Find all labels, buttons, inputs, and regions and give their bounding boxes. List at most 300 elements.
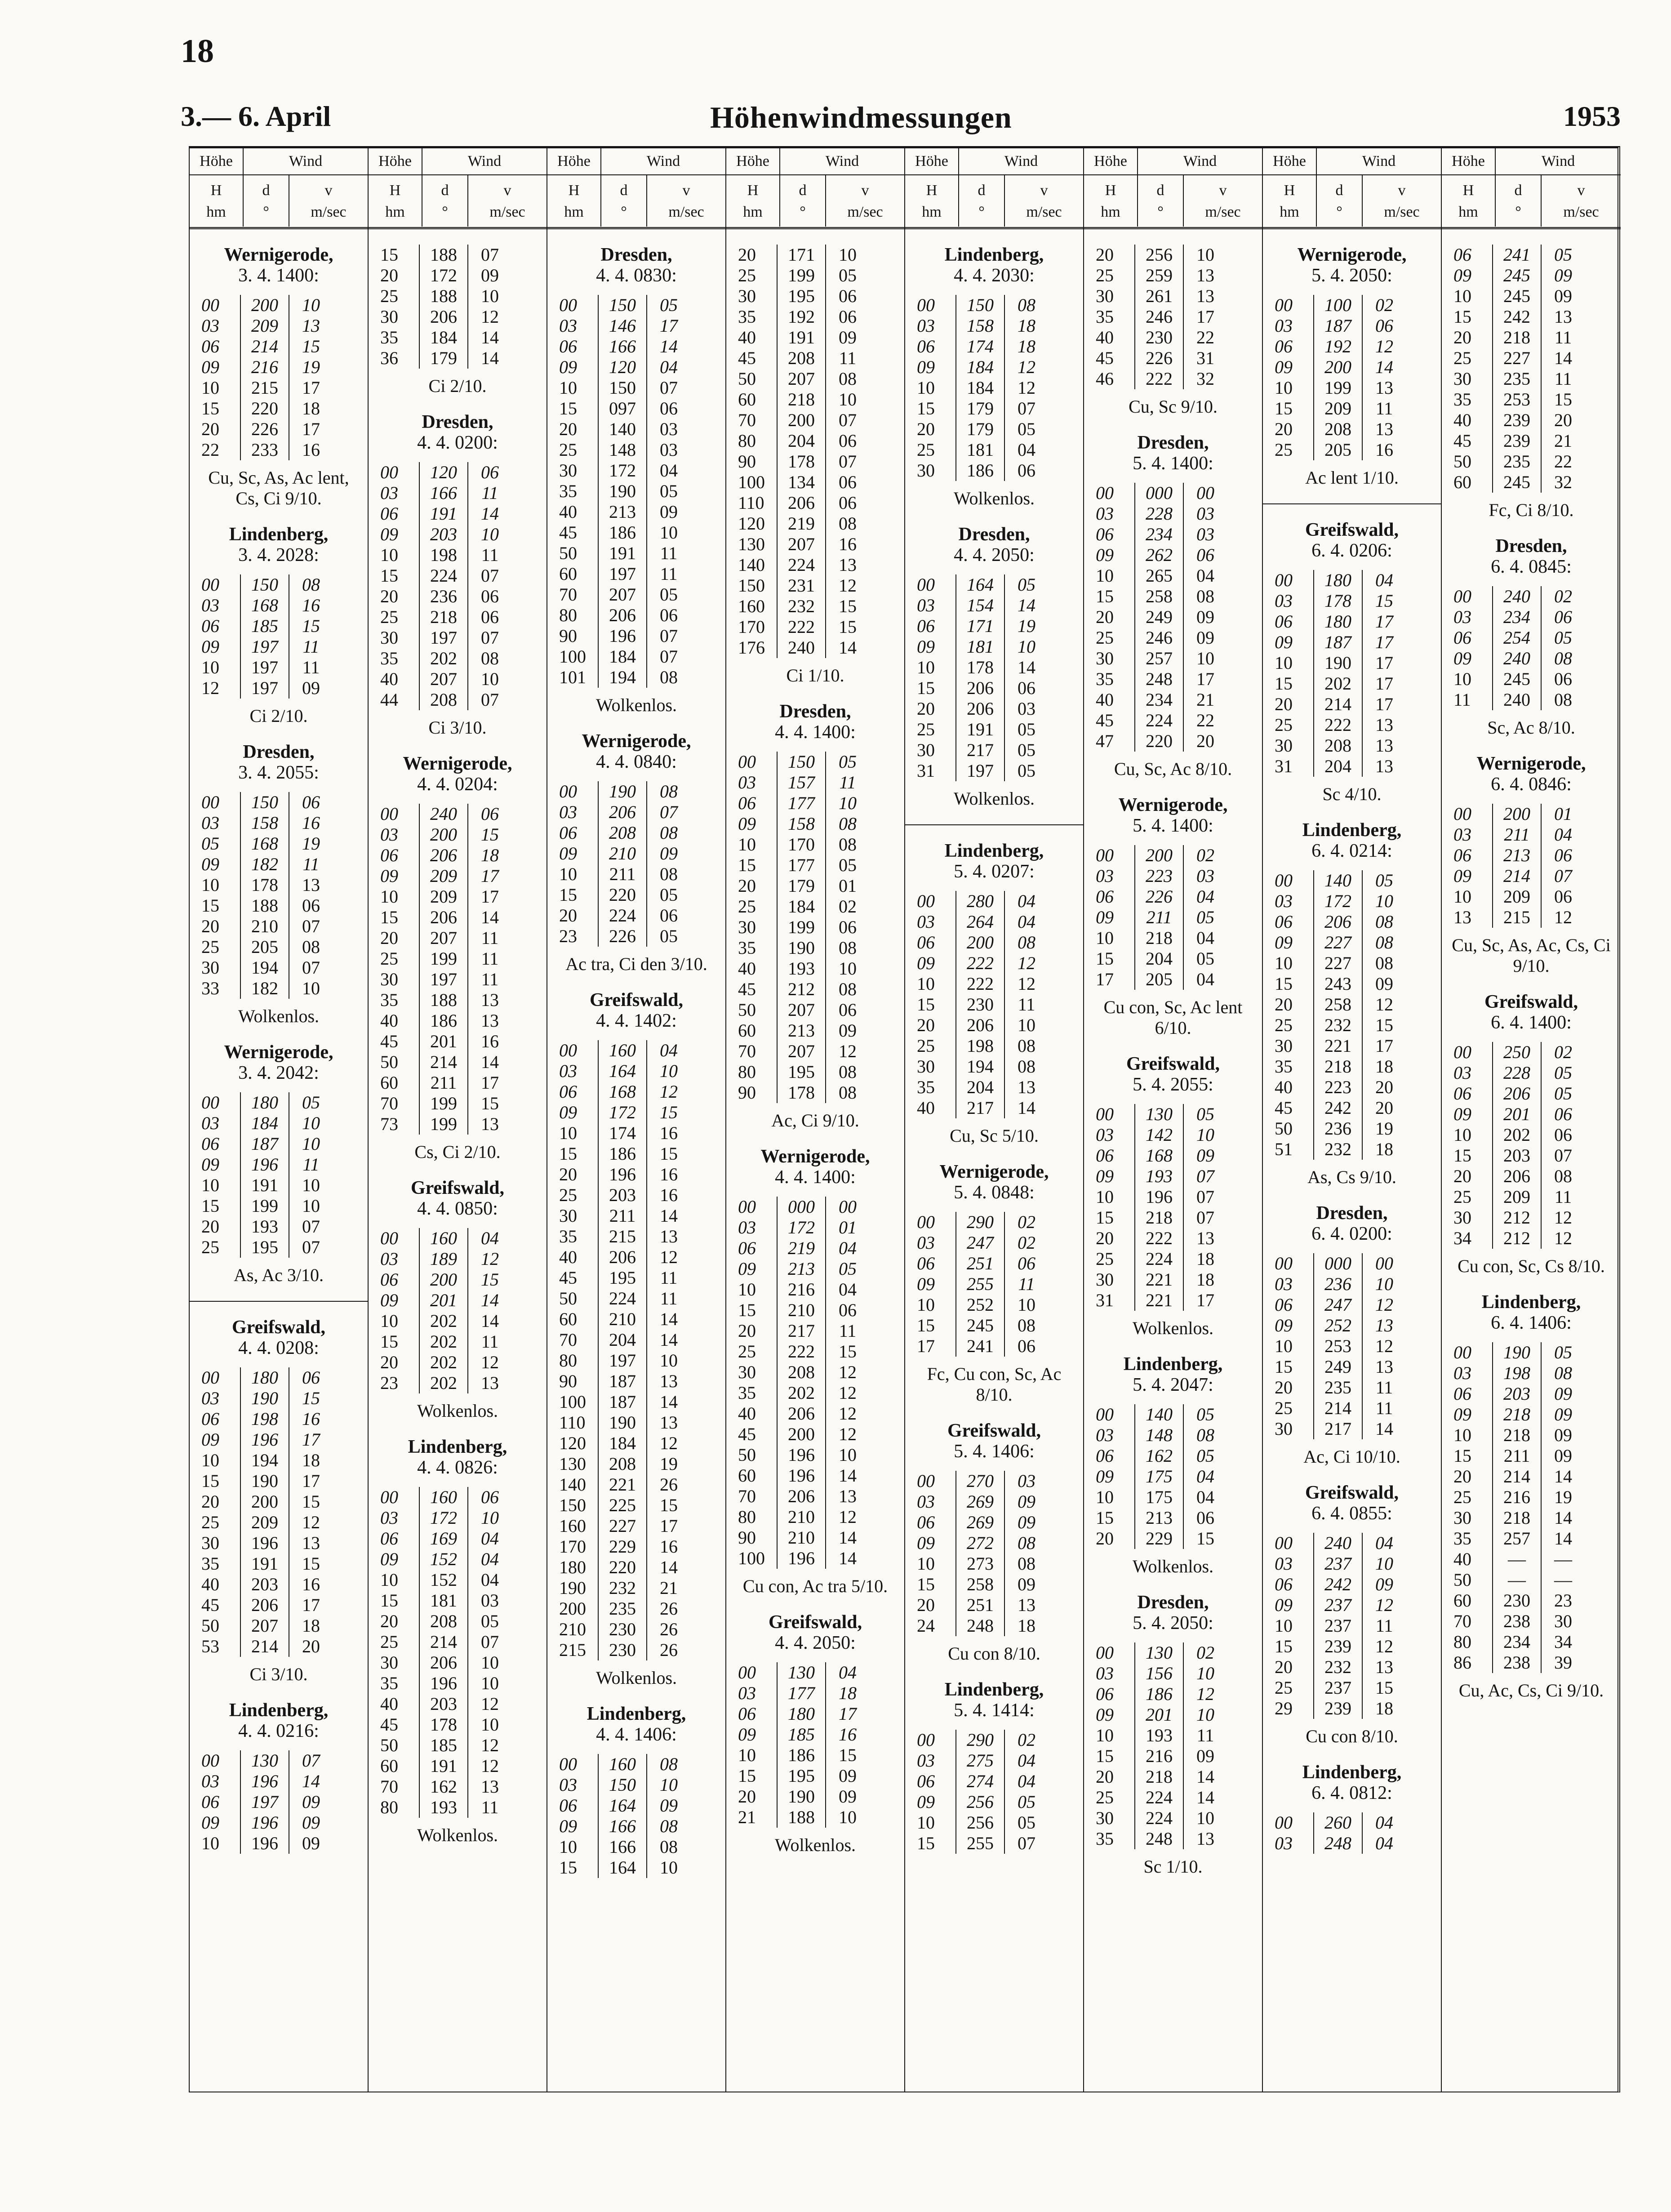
speed-cell: 10 — [660, 522, 678, 543]
table-row — [1453, 472, 1585, 493]
height-cell: 15 — [1453, 1145, 1471, 1166]
direction-cell: 232 — [1314, 1015, 1362, 1036]
header-wind: Wind — [825, 153, 859, 169]
table-row — [917, 440, 1048, 460]
height-cell: 03 — [201, 1388, 219, 1408]
table-row — [1275, 694, 1406, 715]
height-cell: 110 — [559, 1412, 586, 1433]
table-row — [738, 1507, 869, 1527]
observation-time: 6. 4. 1406: — [1491, 1313, 1572, 1333]
height-cell: 60 — [1453, 1590, 1471, 1611]
height-cell: 10 — [380, 1570, 398, 1590]
column-body — [1442, 229, 1621, 1701]
direction-cell: 166 — [598, 336, 647, 357]
table-row — [559, 885, 690, 905]
direction-cell: 200 — [1135, 845, 1183, 866]
height-cell: 60 — [380, 1073, 398, 1093]
table-row — [1275, 1678, 1406, 1698]
speed-cell: 08 — [1018, 932, 1035, 952]
table-row — [559, 1350, 690, 1371]
height-cell: 60 — [738, 1465, 756, 1486]
table-row — [559, 543, 690, 564]
table-row — [1096, 1269, 1227, 1290]
height-cell: 40 — [380, 669, 398, 689]
data-table — [559, 1040, 690, 1660]
speed-cell: 18 — [481, 845, 499, 865]
table-row — [1096, 1829, 1227, 1849]
height-cell: 03 — [1096, 1125, 1114, 1145]
table-row — [1275, 1398, 1406, 1419]
table-row — [1096, 607, 1227, 628]
direction-cell: 120 — [419, 462, 468, 483]
height-cell: 00 — [1275, 870, 1293, 890]
observation-time: 6. 4. 1400: — [1491, 1012, 1572, 1033]
speed-cell: 08 — [302, 574, 320, 595]
column-header — [905, 148, 1083, 229]
speed-cell: 06 — [481, 1487, 499, 1507]
table-row — [559, 1268, 690, 1288]
speed-cell: 09 — [1554, 286, 1572, 306]
speed-cell: 14 — [660, 1309, 678, 1329]
speed-cell: 11 — [1375, 1398, 1393, 1418]
table-row — [380, 948, 511, 969]
speed-cell: 02 — [1554, 586, 1572, 606]
height-cell: 09 — [559, 357, 577, 377]
direction-cell: 261 — [1135, 286, 1183, 307]
station-name: Lindenberg, — [1302, 820, 1402, 841]
table-row — [1453, 866, 1585, 886]
header-h-unit: hm — [1101, 204, 1120, 220]
observation-time: 5. 4. 1400: — [1133, 815, 1213, 836]
direction-cell: 211 — [598, 864, 647, 885]
table-row — [1275, 1595, 1406, 1616]
table-row — [380, 607, 511, 628]
direction-cell: 191 — [240, 1175, 289, 1196]
table-row — [201, 636, 333, 657]
height-cell: 73 — [380, 1114, 398, 1134]
table-row — [559, 1392, 690, 1412]
measurement-block — [1263, 245, 1441, 488]
header-wind: Wind — [1541, 153, 1575, 169]
direction-cell: 214 — [419, 1052, 468, 1073]
height-cell: 10 — [201, 657, 219, 677]
height-cell: 06 — [380, 1269, 398, 1290]
direction-cell: 240 — [777, 637, 826, 658]
height-cell: 90 — [738, 451, 756, 472]
station-name: Wernigerode, — [224, 1042, 333, 1063]
speed-cell: 05 — [1018, 719, 1035, 739]
header-d — [422, 175, 468, 227]
table-row — [201, 792, 333, 813]
speed-cell: — — [1554, 1549, 1572, 1569]
speed-cell: 10 — [839, 793, 857, 813]
speed-cell: 13 — [481, 1776, 499, 1797]
height-cell: 06 — [559, 1795, 577, 1816]
speed-cell: 16 — [302, 595, 320, 615]
table-row — [1453, 1042, 1585, 1063]
direction-cell: 195 — [777, 286, 826, 307]
height-cell: 10 — [201, 1175, 219, 1195]
table-row — [201, 1409, 333, 1429]
speed-cell: 06 — [839, 431, 857, 451]
height-cell: 20 — [917, 1015, 935, 1035]
height-cell: 30 — [917, 460, 935, 481]
table-row — [917, 1077, 1048, 1098]
height-cell: 03 — [1096, 866, 1114, 886]
table-row — [1275, 1616, 1406, 1636]
speed-cell: 14 — [481, 348, 499, 368]
station-name: Greifswald, — [231, 1317, 326, 1338]
height-cell: 10 — [559, 864, 577, 884]
table-row — [559, 646, 690, 667]
measurement-block — [1084, 1592, 1262, 1877]
height-cell: 03 — [201, 1113, 219, 1133]
direction-cell: 140 — [598, 419, 647, 440]
speed-cell: 14 — [1375, 357, 1393, 377]
height-cell: 00 — [380, 804, 398, 824]
speed-cell: 09 — [1196, 607, 1214, 627]
direction-cell: 190 — [598, 1412, 647, 1433]
table-row — [917, 1491, 1048, 1512]
height-cell: 35 — [380, 1673, 398, 1693]
table-row — [559, 905, 690, 926]
table-row — [380, 1290, 511, 1311]
speed-cell: 05 — [1018, 740, 1035, 760]
speed-cell: 14 — [1554, 1466, 1572, 1487]
direction-cell: 171 — [956, 616, 1004, 636]
speed-cell: 16 — [302, 1574, 320, 1594]
direction-cell: 269 — [956, 1512, 1004, 1533]
data-table — [1275, 1253, 1406, 1439]
table-row — [917, 636, 1048, 657]
direction-cell: 250 — [1493, 1042, 1541, 1063]
table-row — [1096, 1528, 1227, 1549]
speed-cell: 06 — [302, 1367, 320, 1388]
direction-cell: 187 — [1314, 632, 1362, 653]
speed-cell: 09 — [302, 1812, 320, 1833]
height-cell: 30 — [1453, 369, 1471, 389]
height-cell: 09 — [917, 1533, 935, 1553]
height-cell: 15 — [1096, 586, 1114, 606]
height-cell: 06 — [559, 823, 577, 843]
table-row — [738, 369, 869, 389]
direction-cell: 175 — [1135, 1466, 1183, 1487]
speed-cell: 16 — [1375, 440, 1393, 460]
header-hoehe: Höhe — [1084, 148, 1138, 174]
height-cell: 40 — [201, 1574, 219, 1594]
direction-cell: 202 — [419, 648, 468, 669]
header-d-label: d — [1514, 182, 1522, 199]
direction-cell: 229 — [1135, 1528, 1183, 1549]
direction-cell: 195 — [240, 1237, 289, 1258]
observation-time: 6. 4. 0812: — [1311, 1783, 1392, 1803]
height-cell: 50 — [559, 1288, 577, 1309]
speed-cell: 22 — [1196, 327, 1214, 347]
table-row — [738, 534, 869, 555]
height-cell: 06 — [1453, 245, 1471, 265]
cloud-note: Cs, Ci 2/10. — [414, 1142, 501, 1162]
direction-cell: 192 — [777, 307, 826, 327]
data-table — [1453, 1042, 1585, 1249]
height-cell: 10 — [1275, 1616, 1293, 1636]
direction-cell: 207 — [777, 1041, 826, 1062]
table-row — [1453, 1228, 1585, 1249]
speed-cell: 11 — [1375, 398, 1393, 418]
speed-cell: 12 — [1018, 974, 1035, 994]
table-row — [1275, 1098, 1406, 1118]
measurement-block — [905, 1162, 1083, 1405]
direction-cell: 166 — [419, 483, 468, 503]
height-cell: 03 — [559, 802, 577, 822]
table-row — [738, 1300, 869, 1321]
height-cell: 60 — [738, 389, 756, 409]
speed-cell: 18 — [1018, 316, 1035, 336]
direction-cell: 213 — [777, 1259, 826, 1279]
table-row — [380, 1073, 511, 1093]
direction-cell: 148 — [1135, 1425, 1183, 1446]
table-row — [1096, 1404, 1227, 1425]
height-cell: 30 — [201, 957, 219, 978]
table-row — [917, 1056, 1048, 1077]
direction-cell: 199 — [777, 917, 826, 938]
height-cell: 09 — [1096, 907, 1114, 927]
height-cell: 06 — [917, 616, 935, 636]
speed-cell: 11 — [302, 1154, 320, 1175]
table-row — [559, 1185, 690, 1206]
speed-cell: 18 — [1375, 1139, 1393, 1159]
height-cell: 00 — [917, 1730, 935, 1750]
direction-cell: 258 — [956, 1574, 1004, 1595]
table-row — [917, 1833, 1048, 1854]
direction-cell: 150 — [240, 574, 289, 595]
speed-cell: 11 — [660, 543, 678, 563]
direction-cell: 194 — [598, 667, 647, 688]
height-cell: 10 — [380, 886, 398, 907]
speed-cell: 05 — [1196, 1446, 1214, 1466]
table-row — [917, 932, 1048, 953]
height-cell: 15 — [559, 398, 577, 418]
direction-cell: 221 — [1135, 1290, 1183, 1311]
direction-cell: 205 — [240, 937, 289, 957]
header-h-label: H — [210, 182, 222, 199]
speed-cell: 09 — [1196, 1145, 1214, 1166]
speed-cell: 12 — [1554, 907, 1572, 927]
column-body — [1263, 229, 1441, 1854]
table-row — [1096, 648, 1227, 669]
height-cell: 70 — [738, 410, 756, 430]
height-cell: 10 — [738, 1279, 756, 1300]
height-cell: 25 — [380, 948, 398, 969]
observation-time: 5. 4. 1400: — [1133, 453, 1213, 474]
cloud-note: Cu, Sc 9/10. — [1129, 396, 1218, 417]
speed-cell: 14 — [660, 1330, 678, 1350]
table-row — [917, 460, 1048, 481]
header-row-top — [369, 148, 547, 175]
table-row — [738, 938, 869, 958]
speed-cell: 15 — [481, 1269, 499, 1290]
speed-cell: 06 — [660, 398, 678, 418]
direction-cell: 249 — [1314, 1357, 1362, 1377]
height-cell: 30 — [738, 1362, 756, 1382]
direction-cell: 252 — [956, 1295, 1004, 1315]
speed-cell: 09 — [839, 327, 857, 347]
direction-cell: 130 — [240, 1750, 289, 1771]
header-h — [1263, 175, 1317, 227]
height-cell: 09 — [917, 636, 935, 657]
speed-cell: 09 — [660, 1795, 678, 1816]
direction-cell: 190 — [777, 1786, 826, 1807]
direction-cell: 239 — [1314, 1698, 1362, 1719]
height-cell: 10 — [1275, 953, 1293, 973]
direction-cell: 242 — [1314, 1574, 1362, 1595]
speed-cell: 11 — [660, 1268, 678, 1288]
direction-cell: 214 — [1314, 694, 1362, 715]
speed-cell: 11 — [481, 1331, 499, 1352]
speed-cell: 10 — [839, 958, 857, 979]
speed-cell: 13 — [302, 1533, 320, 1553]
direction-cell: 207 — [419, 669, 468, 690]
table-row — [738, 772, 869, 793]
speed-cell: 15 — [481, 824, 499, 845]
table-row — [1453, 1590, 1585, 1611]
table-row — [201, 440, 333, 460]
table-row — [559, 1516, 690, 1536]
speed-cell: 19 — [302, 833, 320, 854]
observation-time: 4. 4. 0208: — [238, 1338, 319, 1358]
direction-cell: 200 — [419, 1269, 468, 1290]
table-row — [1096, 969, 1227, 990]
table-row — [738, 1683, 869, 1704]
speed-cell: 12 — [1375, 336, 1393, 356]
direction-cell: 230 — [956, 994, 1004, 1015]
speed-cell: 10 — [302, 1196, 320, 1216]
station-name: Wernigerode, — [760, 1146, 870, 1167]
speed-cell: 34 — [1554, 1632, 1572, 1652]
direction-cell: 218 — [419, 607, 468, 628]
height-cell: 00 — [380, 1487, 398, 1507]
direction-cell: 207 — [598, 584, 647, 605]
height-cell: 40 — [738, 958, 756, 979]
speed-cell: 04 — [1196, 1487, 1214, 1507]
height-cell: 03 — [380, 824, 398, 845]
speed-cell: 07 — [660, 378, 678, 398]
table-row — [201, 1429, 333, 1450]
table-row — [917, 1595, 1048, 1616]
speed-cell: 01 — [839, 876, 857, 896]
direction-cell: 193 — [419, 1797, 468, 1818]
height-cell: 20 — [1275, 1657, 1293, 1677]
table-row — [917, 419, 1048, 440]
height-cell: 20 — [1275, 994, 1293, 1015]
data-table — [1275, 1812, 1406, 1854]
direction-cell: 152 — [419, 1549, 468, 1570]
speed-cell: 04 — [1375, 570, 1393, 590]
cloud-note: Ci 3/10. — [428, 717, 487, 738]
measurement-block — [905, 1420, 1083, 1664]
header-h-label: H — [747, 182, 759, 199]
direction-cell: 222 — [1314, 715, 1362, 735]
height-cell: 15 — [1275, 1636, 1293, 1656]
height-cell: 09 — [1275, 357, 1293, 377]
speed-cell: 03 — [1018, 699, 1035, 719]
station-name: Dresden, — [1137, 1592, 1209, 1613]
speed-cell: 16 — [660, 1123, 678, 1143]
table-row — [559, 864, 690, 885]
direction-cell: 214 — [1493, 866, 1541, 886]
header-row-bottom — [1442, 175, 1621, 227]
speed-cell: 13 — [1196, 1228, 1214, 1248]
table-row — [380, 1590, 511, 1611]
header-row-bottom — [369, 175, 547, 227]
observation-time: 5. 4. 2050: — [1133, 1613, 1213, 1633]
speed-cell: 04 — [481, 1528, 499, 1549]
height-cell: 170 — [559, 1536, 586, 1557]
height-cell: 03 — [1275, 1833, 1293, 1853]
height-cell: 06 — [380, 503, 398, 524]
header-h — [547, 175, 601, 227]
direction-cell: 203 — [240, 1574, 289, 1595]
measurement-block — [547, 245, 725, 716]
speed-cell: 09 — [1018, 1574, 1035, 1594]
speed-cell: 11 — [1375, 1377, 1393, 1398]
height-cell: 30 — [1275, 735, 1293, 756]
station-name: Wernigerode, — [224, 245, 333, 265]
table-row — [201, 574, 333, 595]
height-cell: 20 — [1096, 1767, 1114, 1787]
direction-cell: 184 — [419, 327, 468, 348]
table-row — [559, 1619, 690, 1640]
header-v — [826, 175, 904, 227]
speed-cell: 17 — [481, 1073, 499, 1093]
speed-cell: 12 — [1375, 994, 1393, 1015]
speed-cell: 03 — [1018, 1471, 1035, 1491]
speed-cell: 13 — [481, 1114, 499, 1134]
direction-cell: 204 — [598, 1330, 647, 1350]
table-row — [559, 843, 690, 864]
data-table — [559, 1754, 690, 1878]
speed-cell: 12 — [660, 1082, 678, 1102]
speed-cell: 10 — [1196, 1125, 1214, 1145]
column-body — [1084, 229, 1262, 1877]
table-row — [738, 1362, 869, 1383]
height-cell: 25 — [1453, 348, 1471, 368]
speed-cell: 10 — [302, 295, 320, 315]
height-cell: 10 — [1453, 1425, 1471, 1445]
table-row — [559, 1247, 690, 1268]
station-name: Greifswald, — [410, 1178, 505, 1198]
height-cell: 20 — [201, 1491, 219, 1512]
header-d — [780, 175, 826, 227]
table-row — [1096, 565, 1227, 586]
table-row — [201, 398, 333, 419]
direction-cell: 245 — [956, 1315, 1004, 1336]
speed-cell: 05 — [302, 1092, 320, 1113]
direction-cell: 253 — [1493, 389, 1541, 410]
table-row — [738, 596, 869, 617]
direction-cell: 169 — [419, 1528, 468, 1549]
speed-cell: 17 — [302, 419, 320, 439]
height-cell: 25 — [201, 937, 219, 957]
speed-cell: 06 — [1554, 1125, 1572, 1145]
table-row — [201, 336, 333, 357]
speed-cell: 12 — [839, 1041, 857, 1061]
height-cell: 09 — [1096, 1466, 1114, 1487]
header-row-top — [726, 148, 904, 175]
table-row — [1096, 1104, 1227, 1125]
table-row — [1275, 336, 1406, 357]
direction-cell: 179 — [419, 348, 468, 369]
table-row — [380, 648, 511, 669]
